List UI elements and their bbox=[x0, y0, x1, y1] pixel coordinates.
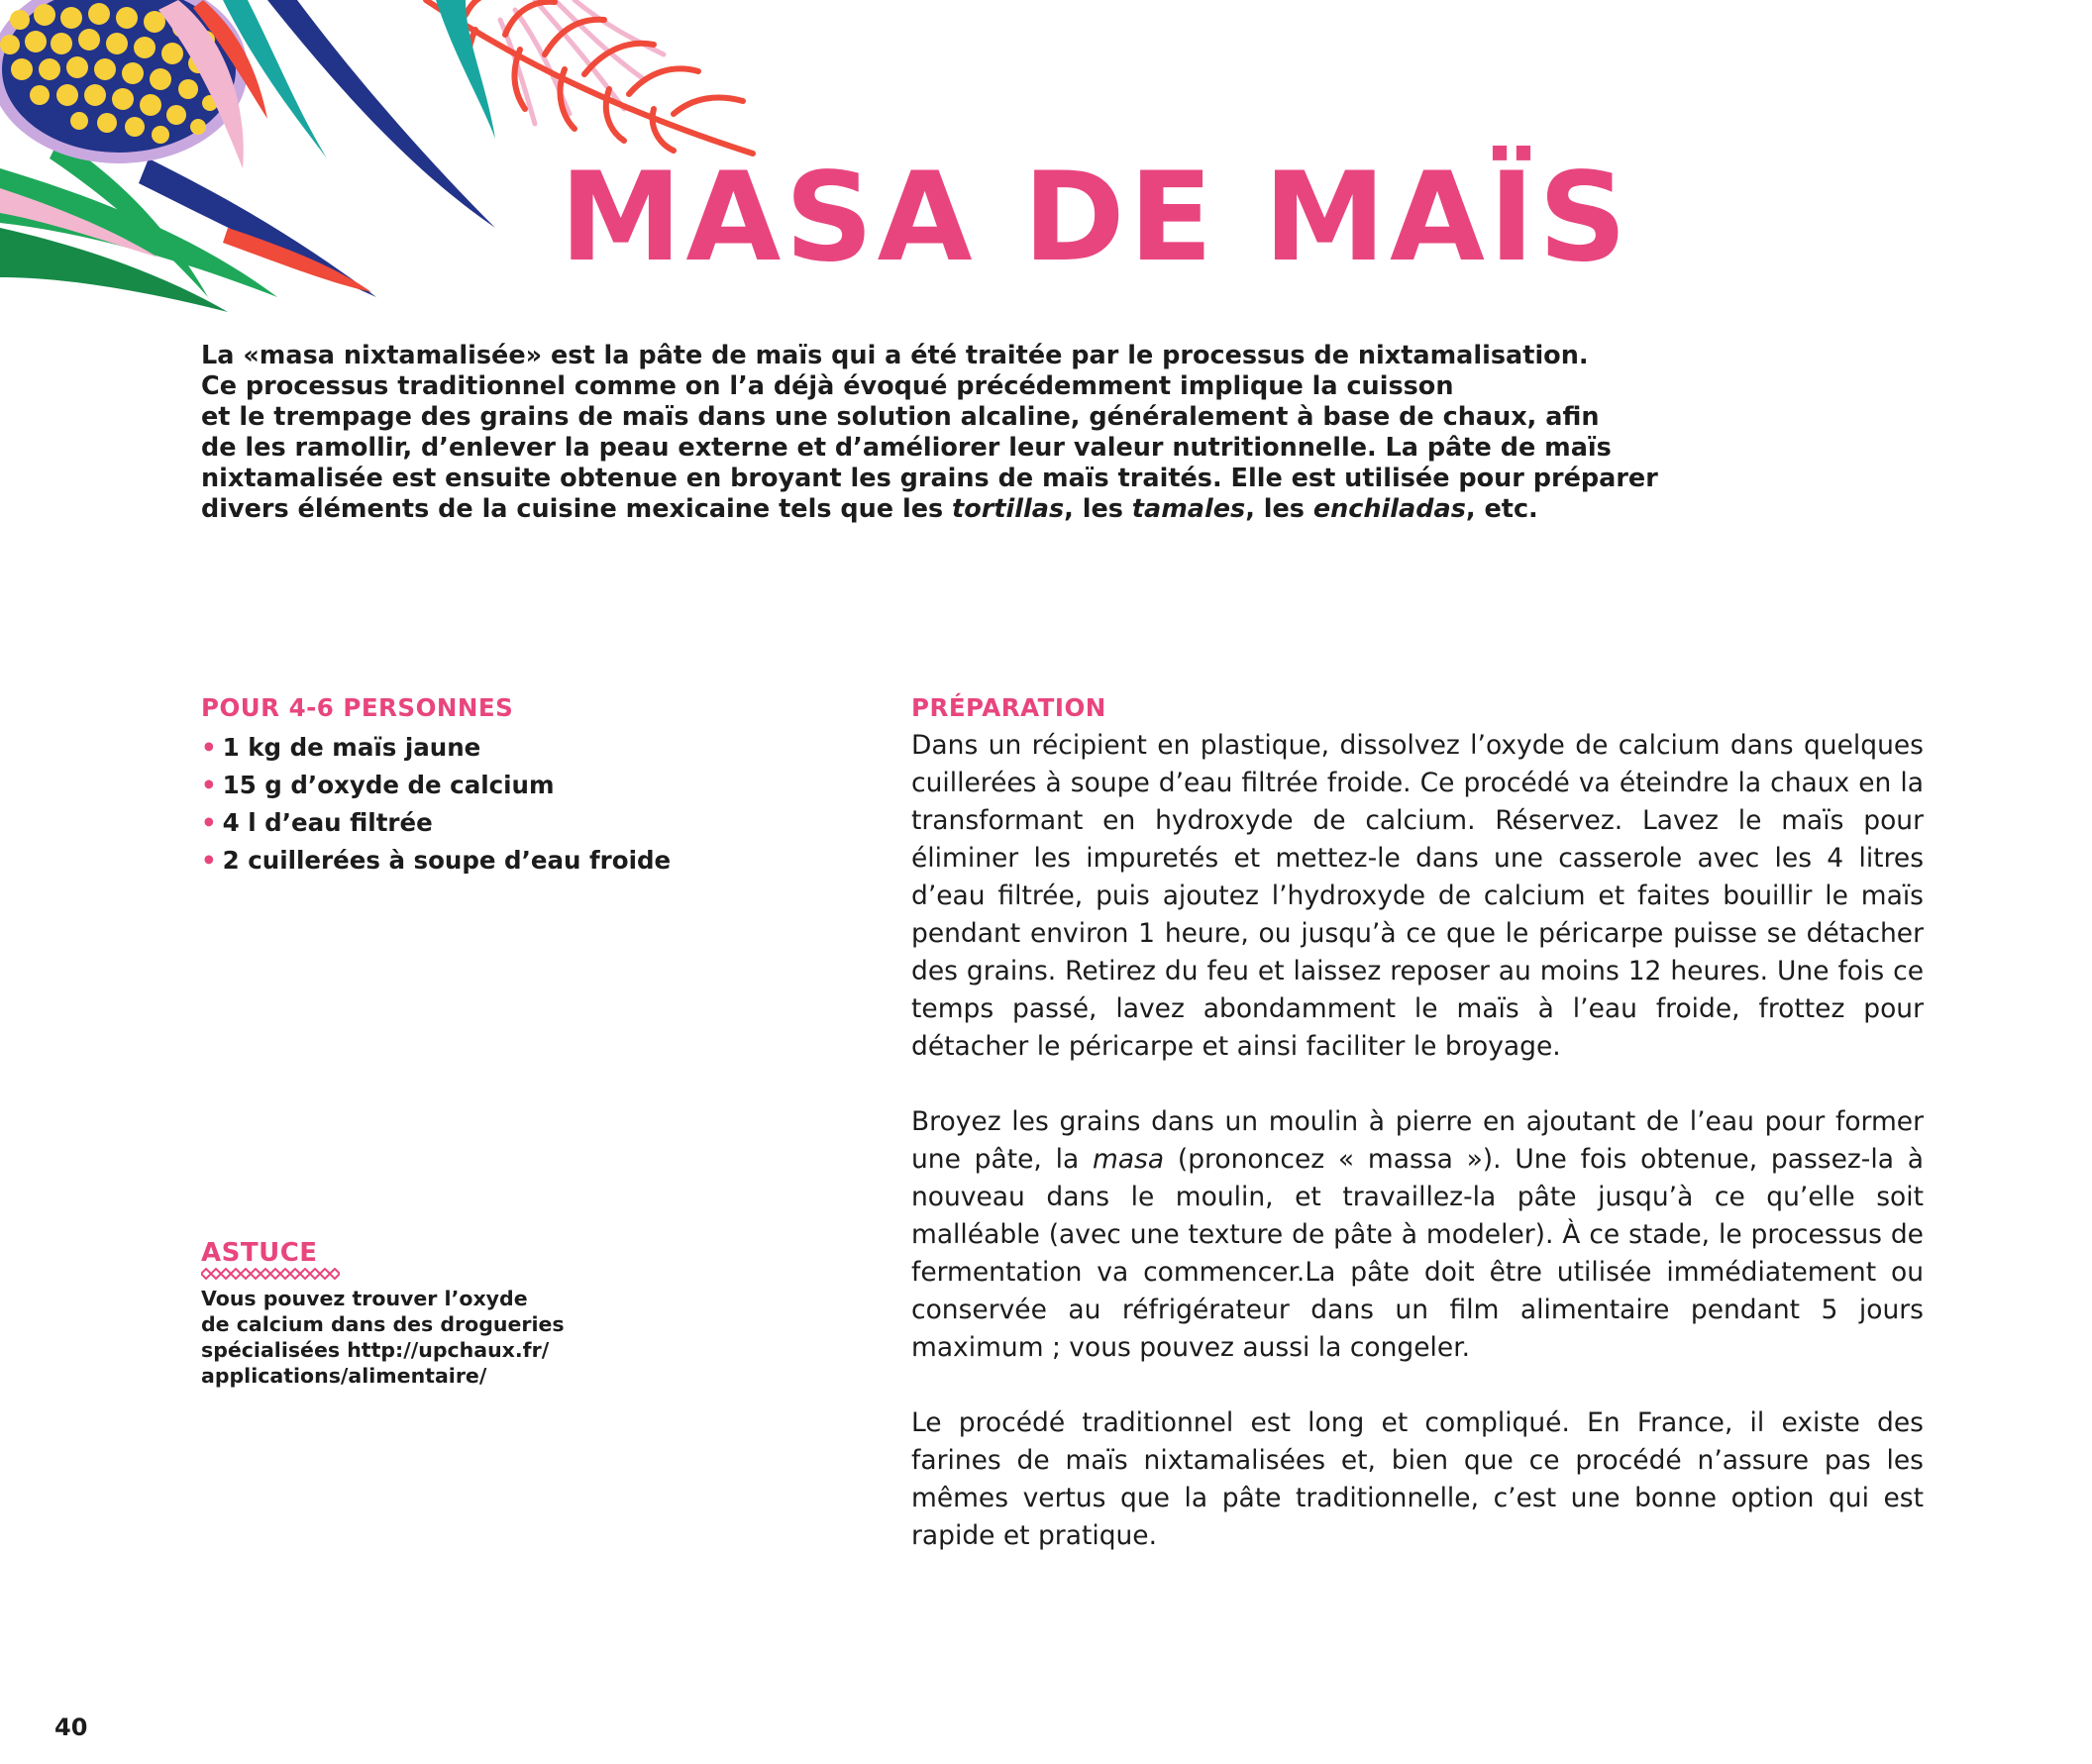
intro-italic-term: enchiladas bbox=[1312, 494, 1466, 524]
ingredient-text: 2 cuillerées à soupe d’eau froide bbox=[222, 846, 672, 875]
intro-text: divers éléments de la cuisine mexicaine tels que les bbox=[201, 494, 953, 524]
bullet-icon: • bbox=[201, 846, 217, 875]
preparation-paragraph-2 bbox=[911, 1103, 1924, 1367]
astuce-heading: ASTUCE bbox=[201, 1238, 318, 1268]
preparation-section bbox=[911, 693, 1924, 1555]
preparation-italic-term: masa bbox=[1093, 1144, 1165, 1175]
astuce-line: spécialisées http://upchaux.fr/ bbox=[201, 1338, 550, 1362]
bullet-icon: • bbox=[201, 733, 217, 762]
intro-paragraph bbox=[201, 341, 1826, 525]
list-item bbox=[201, 842, 875, 880]
preparation-paragraph-3: Le procédé traditionnel est long et compliqué. En France, il existe des farines de maïs nixtamalisées et, bien que ce procédé n’assure pas les mêmes vertus que la pâte traditionnelle, c’est une bonne option qui est rapide et pratique. bbox=[911, 1407, 1924, 1551]
bullet-icon: • bbox=[201, 771, 217, 799]
page-number: 40 bbox=[54, 1713, 88, 1741]
intro-text: , les bbox=[1245, 494, 1313, 524]
intro-line: et le trempage des grains de maïs dans une solution alcaline, généralement à base de chaux, afin bbox=[201, 402, 1600, 432]
intro-italic-term: tamales bbox=[1131, 494, 1246, 524]
ingredients-list bbox=[201, 729, 875, 880]
astuce-section bbox=[201, 1238, 657, 1389]
list-item bbox=[201, 804, 875, 842]
intro-text: , les bbox=[1064, 494, 1132, 524]
intro-text: , etc. bbox=[1465, 494, 1538, 524]
preparation-text: Broyez les grains dans un moulin à pierre en ajoutant de l’eau pour former une pâte, la bbox=[911, 1106, 1924, 1175]
preparation-heading: PRÉPARATION bbox=[911, 693, 1106, 722]
ingredients-section bbox=[201, 693, 875, 880]
ingredient-text: 1 kg de maïs jaune bbox=[222, 733, 481, 762]
astuce-link-line: applications/alimentaire/ bbox=[201, 1364, 487, 1388]
ingredient-text: 4 l d’eau filtrée bbox=[222, 808, 433, 837]
ingredient-text: 15 g d’oxyde de calcium bbox=[222, 771, 555, 799]
preparation-paragraph-1: Dans un récipient en plastique, dissolvez l’oxyde de calcium dans quelques cuillerées à soupe d’eau filtrée froide. Ce procédé va éteindre la chaux en la transformant en hydroxyde de calcium. Réservez. Lavez le maïs pour éliminer les impuretés et mettez-le dans une casserole avec les 4 litres d’eau filtrée, puis ajoutez l’hydroxyde de calcium et faites bouillir le maïs pendant environ 1 heure, ou jusqu’à ce que le péricarpe puisse se détacher des grains. Retirez du feu et laissez reposer au moins 12 heures. Une fois ce temps passé, lavez abondamment le maïs à l’eau froide, frottez pour détacher le péricarpe et ainsi faciliter le broyage. bbox=[911, 730, 1924, 1062]
intro-line: nixtamalisée est ensuite obtenue en broyant les grains de maïs traités. Elle est utilisée pour préparer bbox=[201, 464, 1658, 493]
preparation-text: (prononcez « massa »). Une fois obtenue, passez-la à nouveau dans le moulin, et travaillez-la pâte jusqu’à ce qu’elle soit malléable (avec une texture de pâte à modeler). À ce stade, le processus de fermentation va commencer.La pâte doit être utilisée immédiatement ou conservée au réfrigérateur dans un film alimentaire pendant 5 jours maximum ; vous pouvez aussi la congeler. bbox=[911, 1144, 1924, 1363]
intro-line bbox=[201, 494, 1826, 525]
list-item bbox=[201, 729, 875, 767]
astuce-line: Vous pouvez trouver l’oxyde bbox=[201, 1287, 528, 1310]
intro-line: La «masa nixtamalisée» est la pâte de maïs qui a été traitée par le processus de nixtamalisation. bbox=[201, 341, 1589, 370]
astuce-text bbox=[201, 1286, 657, 1389]
astuce-line: de calcium dans des drogueries bbox=[201, 1312, 565, 1336]
intro-line: de les ramollir, d’enlever la peau externe et d’améliorer leur valeur nutritionnelle. La pâte de maïs bbox=[201, 433, 1612, 463]
list-item bbox=[201, 767, 875, 804]
intro-line: Ce processus traditionnel comme on l’a déjà évoqué précédemment implique la cuisson bbox=[201, 371, 1454, 401]
ingredients-heading: POUR 4-6 PERSONNES bbox=[201, 693, 514, 722]
zigzag-ornament-icon bbox=[201, 1268, 340, 1280]
page-title: MASA DE MAÏS bbox=[560, 147, 1631, 289]
teal-leaf-icon bbox=[436, 0, 495, 139]
bullet-icon: • bbox=[201, 808, 217, 837]
intro-italic-term: tortillas bbox=[952, 494, 1065, 524]
